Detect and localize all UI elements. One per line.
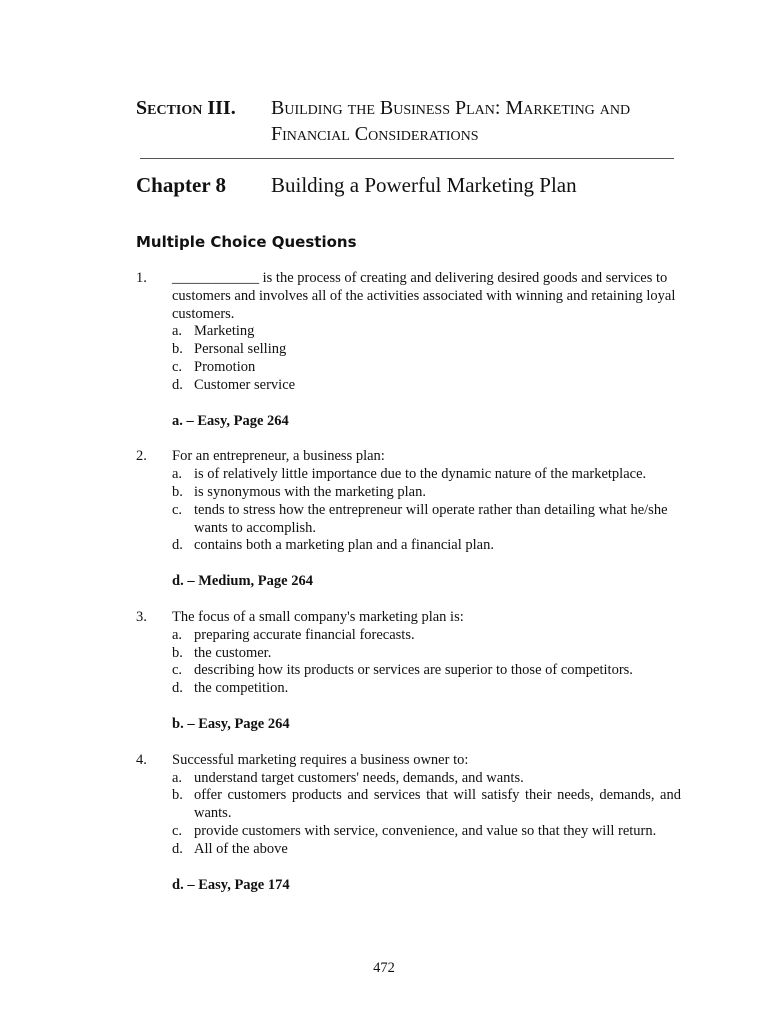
option-letter: d. (172, 537, 183, 554)
option-b (172, 341, 681, 359)
question-text: Successful marketing requires a business owner to: (172, 751, 469, 768)
subheading: Multiple Choice Questions (136, 233, 357, 251)
option-text: tends to stress how the entrepreneur will operate rather than detailing what he/she wants to accomplish. (194, 501, 668, 536)
option-text: Promotion (194, 358, 256, 375)
option-letter: b. (172, 341, 183, 358)
answer-key: d. – Easy, Page 174 (172, 876, 290, 893)
option-text: preparing accurate financial forecasts. (194, 626, 415, 643)
option-a (172, 627, 681, 645)
answer-key: a. – Easy, Page 264 (172, 412, 289, 429)
option-c (172, 823, 681, 841)
option-letter: d. (172, 376, 183, 393)
question-text: ____________ is the process of creating and delivering desired goods and services to customers and involves all of the activities associated with winning and retaining loyal customers. (172, 270, 676, 322)
page-number: 472 (373, 960, 395, 976)
option-a (172, 770, 681, 788)
option-text: is of relatively little importance due to the dynamic nature of the marketplace. (194, 466, 647, 483)
option-b (172, 787, 681, 823)
option-letter: c. (172, 501, 183, 518)
option-text: Personal selling (194, 341, 287, 358)
option-letter: a. (172, 323, 183, 340)
question-number: 2. (136, 448, 147, 465)
option-text: contains both a marketing plan and a financial plan. (194, 537, 494, 554)
option-text: Marketing (194, 323, 255, 340)
option-letter: b. (172, 644, 183, 661)
option-text: the customer. (194, 644, 272, 661)
option-a (172, 466, 681, 484)
option-letter: a. (172, 626, 183, 643)
section-heading (136, 95, 681, 147)
option-d (172, 680, 681, 698)
option-letter: d. (172, 840, 183, 857)
option-d (172, 841, 681, 859)
question-number: 1. (136, 270, 147, 286)
option-letter: b. (172, 787, 183, 804)
option-c (172, 662, 681, 680)
option-letter: c. (172, 662, 183, 679)
question-3 (136, 609, 681, 734)
chapter-label: Chapter 8 (136, 173, 227, 197)
option-b (172, 645, 681, 663)
option-letter: a. (172, 466, 183, 483)
question-number: 3. (136, 608, 147, 625)
heading-divider (140, 158, 674, 159)
question-text: For an entrepreneur, a business plan: (172, 448, 385, 465)
section-label: Section III. (136, 97, 236, 119)
question-4 (136, 752, 681, 895)
question-2 (136, 448, 681, 591)
option-c (172, 502, 681, 538)
option-text: describing how its products or services are superior to those of competitors. (194, 662, 633, 679)
option-text: understand target customers' needs, demands, and wants. (194, 769, 524, 786)
option-text: provide customers with service, convenience, and value so that they will return. (194, 822, 657, 839)
option-letter: d. (172, 680, 183, 697)
option-text: offer customers products and services that will satisfy their needs, demands, and wants. (194, 787, 681, 822)
option-text: All of the above (194, 840, 288, 857)
option-d (172, 537, 681, 555)
option-text: the competition. (194, 680, 289, 697)
option-letter: b. (172, 483, 183, 500)
option-letter: a. (172, 769, 183, 786)
option-d (172, 377, 681, 395)
option-c (172, 359, 681, 377)
option-text: is synonymous with the marketing plan. (194, 483, 426, 500)
answer-key: d. – Medium, Page 264 (172, 573, 313, 590)
question-list (136, 270, 681, 912)
section-title: Building the Business Plan: Marketing and Financial Considerations (271, 97, 631, 145)
chapter-title: Building a Powerful Marketing Plan (271, 173, 577, 197)
option-letter: c. (172, 358, 183, 375)
option-b (172, 484, 681, 502)
answer-key: b. – Easy, Page 264 (172, 715, 290, 732)
option-text: Customer service (194, 376, 296, 393)
option-a (172, 323, 681, 341)
question-text: The focus of a small company's marketing plan is: (172, 608, 464, 625)
question-number: 4. (136, 751, 147, 768)
option-letter: c. (172, 822, 183, 839)
question-1 (136, 270, 681, 430)
chapter-heading (136, 171, 577, 199)
